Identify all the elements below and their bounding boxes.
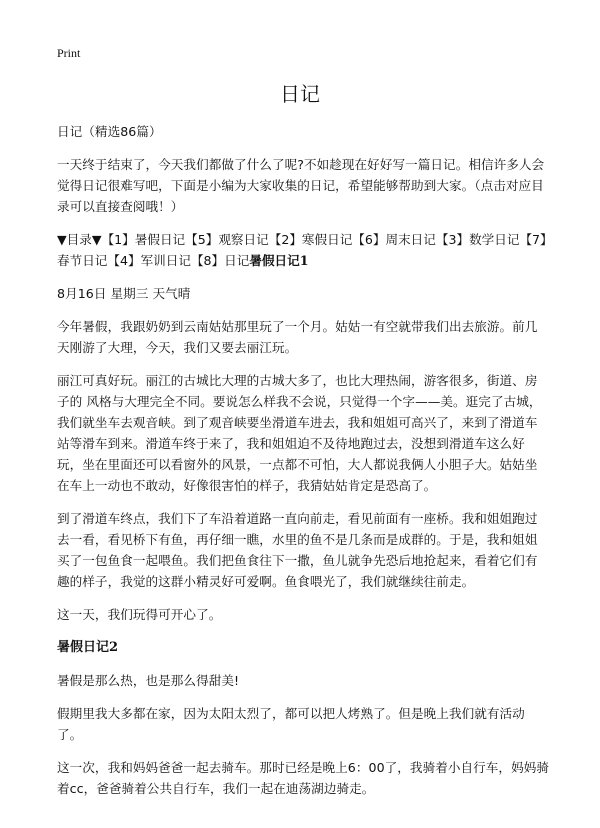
toc-link-observation-diary[interactable]: 【5】观察日记: [185, 232, 269, 247]
entry1-paragraph-2: 丽江可真好玩。丽江的古城比大理的古城大多了，也比大理热闹，游客很多，街道、房子的 风格与大理完全不同。要说怎么样我不会说，只觉得一个字——美。逛完了古城，我们就坐车去观音峡。到了观音峡要坐滑道车进去，我和姐姐可高兴了，来到了滑道车站等滑车到来。滑道车终于来了，我和姐姐迫不及待地跑过去，没想到滑道车这么好玩，坐在里面还可以看窗外的风景，一点都不可怕，大人都说我俩人小胆子大。姑姑坐在车上一动也不敢动，好像很害怕的样子，我猜姑姑肯定是恐高了。: [57, 373, 542, 493]
entry2-paragraph-3: 这一次，我和妈妈爸爸一起去骑车。那时已经是晚上6：00了，我骑着小自行车，妈妈骑着cc，爸爸骑着公共自行车，我们一起在迪荡湖边骑走。: [57, 760, 550, 796]
toc-prefix: ▼目录▼: [57, 232, 102, 247]
section-heading-summer-diary-1: 暑假日记1: [249, 253, 309, 268]
toc-link-summer-diary[interactable]: 【1】暑假日记: [101, 232, 186, 247]
toc-link-math-diary[interactable]: 【3】数学日记: [435, 232, 520, 247]
page-title: 日记: [280, 82, 320, 106]
entry2-paragraph-1: 暑假是那么热，也是那么得甜美!: [57, 673, 240, 688]
article-subtitle: 日记（精选86篇）: [57, 124, 162, 139]
toc-link-spring-festival-diary[interactable]: 【7】春节日记: [57, 232, 547, 268]
article-body: [57, 121, 550, 811]
toc-link-diary[interactable]: 【8】日记: [190, 253, 250, 268]
toc-link-winter-diary[interactable]: 【2】寒假日记: [268, 232, 353, 247]
entry1-paragraph-3: 到了滑道车终点，我们下了车沿着道路一直向前走，看见前面有一座桥。我和姐姐跑过去一看，看见桥下有鱼，再仔细一瞧，水里的鱼不是几条而是成群的。于是，我和姐姐买了一包鱼食一起喂鱼。我们把鱼食往下一撒，鱼儿就争先恐后地抢起来，看着它们有趣的样子，我觉的这群小精灵好可爱啊。鱼食喂光了，我们就继续往前走。: [57, 511, 538, 589]
entry1-paragraph-1: 今年暑假，我跟奶奶到云南姑姑那里玩了一个月。姑姑一有空就带我们出去旅游。前几天刚游了大理，今天，我们又要去丽江玩。: [57, 319, 538, 355]
entry2-paragraph-2: 假期里我大多都在家，因为太阳太烈了，都可以把人烤熟了。但是晚上我们就有活动了。: [57, 706, 525, 742]
intro-paragraph: 一天终于结束了，今天我们都做了什么了呢?不如趁现在好好写一篇日记。相信许多人会觉得日记很难写吧，下面是小编为大家收集的日记，希望能够帮助到大家。（点击对应目录可以直接查阅哦！）: [57, 157, 545, 214]
print-link[interactable]: Print: [57, 46, 81, 60]
section-heading-summer-diary-2: 暑假日记2: [57, 640, 119, 655]
entry-date-line: 8月16日 星期三 天气晴: [57, 286, 191, 301]
toc-link-weekend-diary[interactable]: 【6】周末日记: [352, 232, 436, 247]
table-of-contents: [57, 229, 550, 271]
entry1-paragraph-4: 这一天，我们玩得可开心了。: [57, 607, 222, 622]
toc-link-military-training-diary[interactable]: 【4】军训日记: [107, 253, 191, 268]
